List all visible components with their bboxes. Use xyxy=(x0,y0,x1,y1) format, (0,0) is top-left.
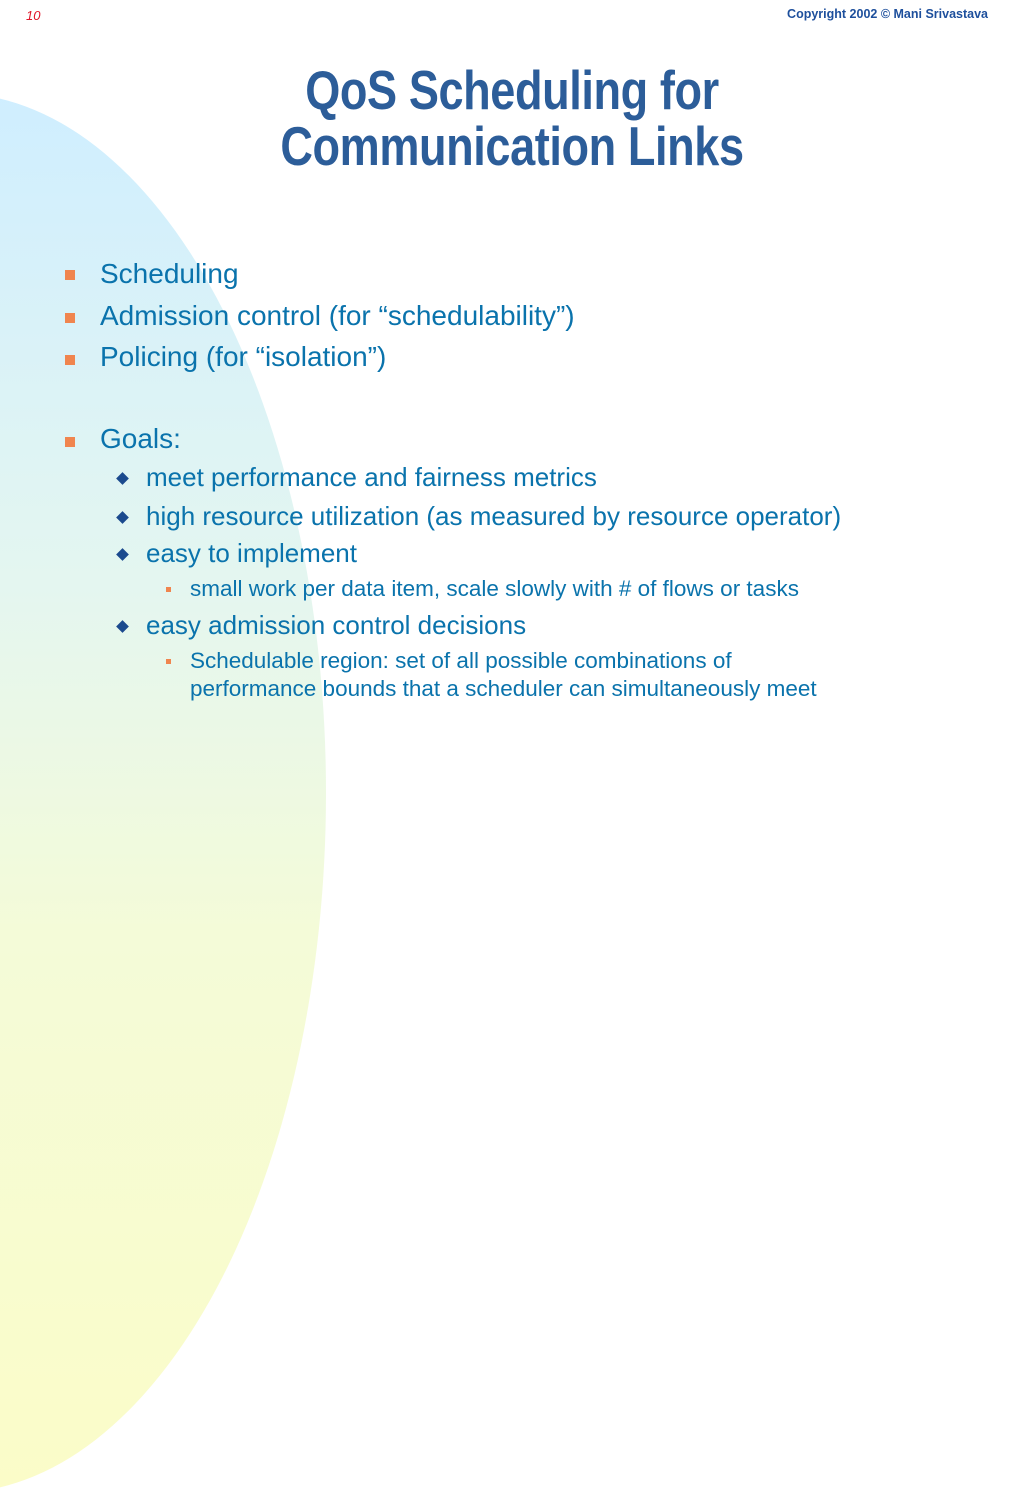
bullet-goals: Goals: xyxy=(100,423,181,454)
goal-implement: easy to implement xyxy=(146,538,357,568)
square-bullet-icon xyxy=(65,270,75,280)
bullet-policing: Policing (for “isolation”) xyxy=(100,341,387,372)
goal-admission-detail-line-1: Schedulable region: set of all possible combinations of xyxy=(190,648,732,673)
small-square-bullet-icon xyxy=(166,587,171,592)
title-line-2: Communication Links xyxy=(280,115,744,177)
title-line-1: QoS Scheduling for xyxy=(305,59,719,121)
bullet-scheduling: Scheduling xyxy=(100,258,239,289)
slide-number: 10 xyxy=(26,8,41,23)
goal-admission: easy admission control decisions xyxy=(146,610,527,640)
copyright-notice: Copyright 2002 © Mani Srivastava xyxy=(787,7,988,21)
goal-performance: meet performance and fairness metrics xyxy=(146,462,597,492)
slide-title xyxy=(92,59,932,177)
square-bullet-icon xyxy=(65,437,75,447)
small-square-bullet-icon xyxy=(166,659,171,664)
square-bullet-icon xyxy=(65,313,75,323)
goal-implement-detail: small work per data item, scale slowly with # of flows or tasks xyxy=(190,576,799,601)
bullet-admission-control: Admission control (for “schedulability”) xyxy=(100,300,575,331)
goal-admission-detail-line-2: performance bounds that a scheduler can simultaneously meet xyxy=(190,676,817,701)
square-bullet-icon xyxy=(65,355,75,365)
goal-utilization: high resource utilization (as measured by resource operator) xyxy=(146,501,842,531)
